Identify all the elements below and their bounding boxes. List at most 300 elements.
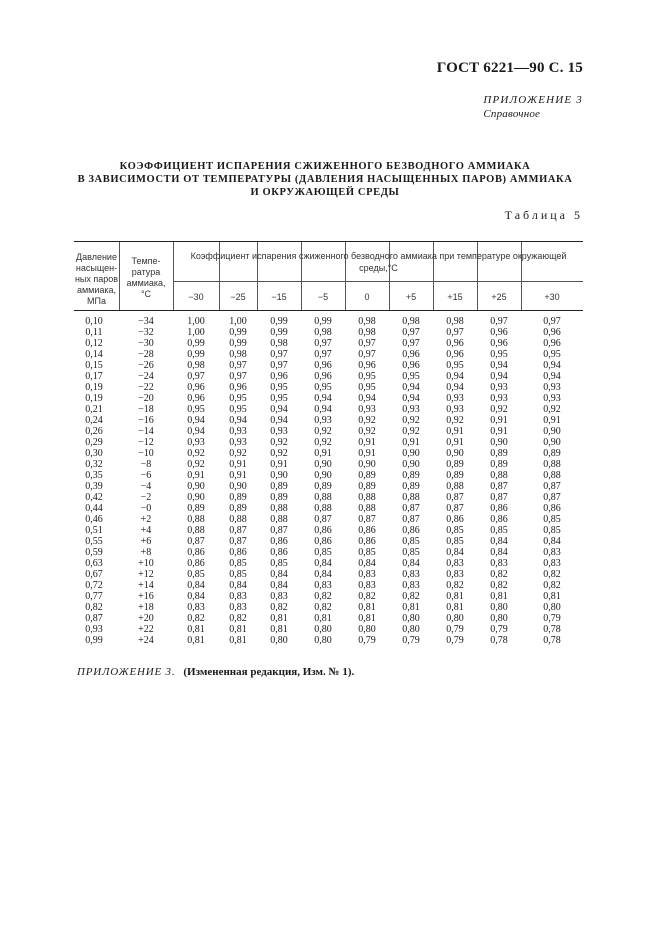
coefficient-cell: 0,98 <box>270 338 288 349</box>
coefficient-cell: 0,87 <box>490 481 508 492</box>
pressure-cell: 0,11 <box>85 327 103 338</box>
coefficient-cell: 0,97 <box>402 327 420 338</box>
table-row <box>74 580 583 591</box>
coefficient-cell: 0,96 <box>402 349 420 360</box>
coefficient-cell: 0,88 <box>490 470 508 481</box>
pressure-cell: 0,44 <box>85 503 103 514</box>
coefficient-group-header: Коэффициент испарения сжиженного безводного аммиака при температуре окружающей среды,°С <box>190 251 567 273</box>
coefficient-cell: 0,98 <box>402 316 420 327</box>
coefficient-cell: 0,85 <box>490 525 508 536</box>
coefficient-cell: 0,86 <box>446 514 464 525</box>
coefficient-cell: 0,83 <box>314 580 332 591</box>
coefficient-cell: 0,80 <box>402 624 420 635</box>
coefficient-cell: 0,78 <box>490 635 508 646</box>
coefficient-cell: 0,97 <box>270 360 288 371</box>
coefficient-cell: 0,89 <box>490 448 508 459</box>
pressure-cell: 0,67 <box>85 569 103 580</box>
coefficient-cell: 0,92 <box>187 448 205 459</box>
pressure-cell: 0,19 <box>85 393 103 404</box>
table-row <box>74 327 583 338</box>
coefficient-cell: 0,85 <box>543 514 561 525</box>
coefficient-cell: 0,87 <box>543 481 561 492</box>
coefficient-cell: 0,94 <box>446 382 464 393</box>
temperature-cell: +22 <box>138 624 154 635</box>
coefficient-cell: 0,94 <box>270 415 288 426</box>
coefficient-cell: 0,88 <box>314 492 332 503</box>
coefficient-cell: 0,86 <box>187 547 205 558</box>
coefficient-cell: 0,81 <box>446 602 464 613</box>
table-row <box>74 547 583 558</box>
coefficient-cell: 0,95 <box>358 382 376 393</box>
coefficient-cell: 0,93 <box>229 437 247 448</box>
coefficient-cell: 0,81 <box>270 624 288 635</box>
temperature-cell: +20 <box>138 613 154 624</box>
temperature-cell: −20 <box>138 393 154 404</box>
coefficient-cell: 0,97 <box>490 316 508 327</box>
coefficient-cell: 0,87 <box>402 514 420 525</box>
temperature-cell: −34 <box>138 316 154 327</box>
table-row <box>74 492 583 503</box>
coefficient-cell: 0,90 <box>229 481 247 492</box>
amendment-note <box>77 666 354 678</box>
coefficient-cell: 1,00 <box>187 316 205 327</box>
env-temp-header: −30 <box>188 292 204 302</box>
coefficient-cell: 0,84 <box>490 536 508 547</box>
coefficient-cell: 0,91 <box>187 470 205 481</box>
coefficient-cell: 0,94 <box>402 393 420 404</box>
temperature-cell: +10 <box>138 558 154 569</box>
coefficient-cell: 0,93 <box>358 404 376 415</box>
env-temp-header: +15 <box>447 292 463 302</box>
table-row <box>74 459 583 470</box>
coefficient-cell: 0,92 <box>490 404 508 415</box>
pressure-cell: 0,19 <box>85 382 103 393</box>
temperature-cell: +18 <box>138 602 154 613</box>
pressure-cell: 0,72 <box>85 580 103 591</box>
coefficient-cell: 0,82 <box>490 569 508 580</box>
coefficient-cell: 0,92 <box>358 415 376 426</box>
coefficient-cell: 0,83 <box>490 558 508 569</box>
coefficient-cell: 0,85 <box>187 569 205 580</box>
coefficient-cell: 0,86 <box>490 514 508 525</box>
coefficient-cell: 0,80 <box>543 602 561 613</box>
coefficient-cell: 0,89 <box>446 459 464 470</box>
coefficient-cell: 0,86 <box>543 503 561 514</box>
coefficient-cell: 0,92 <box>187 459 205 470</box>
coefficient-cell: 0,91 <box>490 415 508 426</box>
pressure-cell: 0,55 <box>85 536 103 547</box>
coefficient-cell: 0,96 <box>446 349 464 360</box>
coefficient-cell: 0,86 <box>270 536 288 547</box>
table-body <box>74 316 583 646</box>
coefficient-cell: 0,81 <box>229 624 247 635</box>
coefficient-cell: 0,90 <box>187 481 205 492</box>
coefficient-cell: 0,94 <box>229 415 247 426</box>
env-temp-header: 0 <box>364 292 370 302</box>
coefficient-cell: 0,86 <box>358 525 376 536</box>
coefficient-cell: 0,78 <box>543 624 561 635</box>
coefficient-cell: 0,84 <box>314 569 332 580</box>
table-row <box>74 426 583 437</box>
pressure-cell: 0,35 <box>85 470 103 481</box>
coefficient-cell: 0,93 <box>270 426 288 437</box>
coefficient-cell: 0,79 <box>402 635 420 646</box>
temperature-cell: +12 <box>138 569 154 580</box>
coefficient-cell: 0,92 <box>270 448 288 459</box>
temperature-cell: −4 <box>140 481 152 492</box>
coefficient-cell: 0,89 <box>358 481 376 492</box>
temperature-cell: −26 <box>138 360 154 371</box>
coefficient-cell: 0,87 <box>187 536 205 547</box>
pressure-cell: 0,77 <box>85 591 103 602</box>
coefficient-cell: 0,81 <box>187 624 205 635</box>
coefficient-cell: 0,99 <box>270 327 288 338</box>
env-temp-header: −15 <box>271 292 287 302</box>
coefficient-cell: 0,90 <box>314 470 332 481</box>
table-row <box>74 514 583 525</box>
coefficient-cell: 0,80 <box>446 613 464 624</box>
temperature-cell: −30 <box>138 338 154 349</box>
coefficient-cell: 0,88 <box>358 492 376 503</box>
coefficient-cell: 0,84 <box>187 591 205 602</box>
appendix-kind: Справочное <box>483 108 541 120</box>
coefficient-cell: 0,88 <box>187 514 205 525</box>
coefficient-cell: 0,90 <box>314 459 332 470</box>
temperature-cell: −14 <box>138 426 154 437</box>
coefficient-cell: 0,98 <box>187 360 205 371</box>
coefficient-cell: 0,80 <box>490 613 508 624</box>
temperature-cell: +4 <box>140 525 152 536</box>
coefficient-cell: 0,88 <box>229 514 247 525</box>
table-row <box>74 338 583 349</box>
table-row <box>74 349 583 360</box>
coefficient-cell: 0,90 <box>187 492 205 503</box>
pressure-cell: 0,82 <box>85 602 103 613</box>
coefficient-cell: 0,86 <box>490 503 508 514</box>
coefficient-cell: 0,84 <box>358 558 376 569</box>
coefficient-cell: 0,93 <box>543 393 561 404</box>
coefficient-cell: 0,93 <box>490 382 508 393</box>
pressure-cell: 0,32 <box>85 459 103 470</box>
coefficient-cell: 0,82 <box>490 580 508 591</box>
coefficient-cell: 0,83 <box>446 569 464 580</box>
coefficient-cell: 0,96 <box>187 393 205 404</box>
coefficient-cell: 0,85 <box>270 558 288 569</box>
temperature-cell: +2 <box>140 514 152 525</box>
coefficient-cell: 0,82 <box>314 602 332 613</box>
coefficient-cell: 1,00 <box>187 327 205 338</box>
coefficient-cell: 0,88 <box>402 492 420 503</box>
pressure-cell: 0,14 <box>85 349 103 360</box>
coefficient-cell: 0,88 <box>543 459 561 470</box>
coefficient-cell: 0,94 <box>358 393 376 404</box>
note-label: ПРИЛОЖЕНИЕ 3. <box>77 666 176 678</box>
temperature-cell: −0 <box>140 503 152 514</box>
coefficient-cell: 0,92 <box>314 426 332 437</box>
coefficient-cell: 0,81 <box>402 602 420 613</box>
coefficient-cell: 0,89 <box>402 481 420 492</box>
pressure-cell: 0,42 <box>85 492 103 503</box>
coefficient-cell: 0,89 <box>187 503 205 514</box>
coefficient-cell: 0,80 <box>314 635 332 646</box>
coefficient-cell: 0,80 <box>314 624 332 635</box>
coefficient-cell: 0,86 <box>314 536 332 547</box>
coefficient-cell: 0,79 <box>490 624 508 635</box>
coefficient-cell: 0,96 <box>187 382 205 393</box>
coefficient-cell: 0,92 <box>402 415 420 426</box>
coefficient-cell: 0,96 <box>270 371 288 382</box>
coefficient-cell: 0,92 <box>543 404 561 415</box>
coefficient-cell: 0,99 <box>229 338 247 349</box>
coefficient-cell: 0,94 <box>314 404 332 415</box>
coefficient-cell: 0,89 <box>270 492 288 503</box>
pressure-column-header: Давление насыщен- ных паров аммиака, МПа <box>74 252 119 306</box>
coefficient-cell: 0,82 <box>446 580 464 591</box>
coefficient-cell: 0,93 <box>446 393 464 404</box>
coefficient-cell: 0,99 <box>314 316 332 327</box>
coefficient-cell: 0,91 <box>314 448 332 459</box>
coefficient-cell: 0,90 <box>270 470 288 481</box>
coefficient-cell: 0,96 <box>446 338 464 349</box>
table-row <box>74 525 583 536</box>
coefficient-cell: 0,81 <box>187 635 205 646</box>
coefficient-cell: 0,88 <box>187 525 205 536</box>
coefficient-cell: 0,91 <box>490 426 508 437</box>
coefficient-cell: 0,88 <box>358 503 376 514</box>
temperature-cell: +24 <box>138 635 154 646</box>
coefficient-cell: 0,96 <box>314 360 332 371</box>
coefficient-cell: 0,83 <box>270 591 288 602</box>
coefficient-cell: 0,91 <box>543 415 561 426</box>
temperature-cell: −12 <box>138 437 154 448</box>
coefficient-cell: 0,97 <box>187 371 205 382</box>
coefficient-cell: 0,82 <box>402 591 420 602</box>
table-row <box>74 624 583 635</box>
coefficient-cell: 0,85 <box>402 536 420 547</box>
coefficient-cell: 0,89 <box>270 481 288 492</box>
coefficient-cell: 0,86 <box>187 558 205 569</box>
coefficient-cell: 0,90 <box>402 448 420 459</box>
coefficient-cell: 0,84 <box>490 547 508 558</box>
coefficient-cell: 0,83 <box>358 580 376 591</box>
coefficient-cell: 0,97 <box>314 338 332 349</box>
coefficient-cell: 0,89 <box>314 481 332 492</box>
table-row <box>74 481 583 492</box>
coefficient-cell: 0,93 <box>314 415 332 426</box>
coefficient-cell: 0,96 <box>402 360 420 371</box>
coefficient-cell: 0,85 <box>229 558 247 569</box>
coefficient-cell: 0,82 <box>543 580 561 591</box>
coefficient-cell: 0,95 <box>358 371 376 382</box>
pressure-cell: 0,15 <box>85 360 103 371</box>
coefficient-cell: 0,82 <box>543 569 561 580</box>
pressure-cell: 0,12 <box>85 338 103 349</box>
coefficient-cell: 0,86 <box>229 547 247 558</box>
pressure-cell: 0,93 <box>85 624 103 635</box>
env-temp-header: −5 <box>317 292 329 302</box>
coefficient-cell: 0,94 <box>490 360 508 371</box>
coefficient-cell: 0,84 <box>270 580 288 591</box>
coefficient-cell: 0,91 <box>270 459 288 470</box>
coefficient-cell: 0,85 <box>543 525 561 536</box>
coefficient-cell: 0,88 <box>270 514 288 525</box>
coefficient-cell: 0,81 <box>490 591 508 602</box>
coefficient-cell: 0,80 <box>270 635 288 646</box>
coefficient-cell: 0,96 <box>543 338 561 349</box>
coefficient-cell: 0,80 <box>490 602 508 613</box>
table-label: Таблица 5 <box>504 208 583 222</box>
coefficient-cell: 0,96 <box>490 338 508 349</box>
coefficient-cell: 0,90 <box>543 426 561 437</box>
coefficient-cell: 0,87 <box>402 503 420 514</box>
coefficient-cell: 0,96 <box>358 360 376 371</box>
title-line-3: И ОКРУЖАЮЩЕЙ СРЕДЫ <box>250 187 400 198</box>
table-row <box>74 591 583 602</box>
pressure-cell: 0,87 <box>85 613 103 624</box>
temperature-cell: −2 <box>140 492 152 503</box>
table-header <box>74 241 583 311</box>
coefficient-cell: 0,83 <box>229 602 247 613</box>
coefficient-cell: 0,89 <box>402 470 420 481</box>
table-row <box>74 558 583 569</box>
temperature-cell: −24 <box>138 371 154 382</box>
appendix-label: ПРИЛОЖЕНИЕ 3 <box>483 94 583 106</box>
coefficient-cell: 0,84 <box>229 580 247 591</box>
coefficient-cell: 0,97 <box>358 349 376 360</box>
pressure-cell: 0,26 <box>85 426 103 437</box>
table-row <box>74 316 583 327</box>
coefficient-cell: 0,85 <box>229 569 247 580</box>
coefficient-cell: 0,82 <box>270 602 288 613</box>
coefficient-cell: 0,89 <box>490 459 508 470</box>
coefficient-cell: 0,94 <box>187 415 205 426</box>
page-title <box>60 160 590 199</box>
coefficient-cell: 0,87 <box>229 536 247 547</box>
coefficient-cell: 0,86 <box>402 525 420 536</box>
temperature-cell: −32 <box>138 327 154 338</box>
coefficient-cell: 0,97 <box>543 316 561 327</box>
coefficient-cell: 0,83 <box>543 547 561 558</box>
coefficient-cell: 0,81 <box>314 613 332 624</box>
pressure-cell: 0,99 <box>85 635 103 646</box>
coefficient-cell: 0,87 <box>229 525 247 536</box>
coefficient-cell: 0,95 <box>402 371 420 382</box>
coefficient-cell: 0,84 <box>543 536 561 547</box>
pressure-cell: 0,46 <box>85 514 103 525</box>
coefficient-cell: 0,98 <box>229 349 247 360</box>
table-row <box>74 613 583 624</box>
coefficient-cell: 0,82 <box>187 613 205 624</box>
coefficient-cell: 0,83 <box>543 558 561 569</box>
table-row <box>74 602 583 613</box>
table-row <box>74 503 583 514</box>
pressure-cell: 0,10 <box>85 316 103 327</box>
pressure-cell: 0,24 <box>85 415 103 426</box>
title-line-2: В ЗАВИСИМОСТИ ОТ ТЕМПЕРАТУРЫ (ДАВЛЕНИЯ НАСЫЩЕННЫХ ПАРОВ) АММИАКА <box>77 174 573 185</box>
coefficient-cell: 0,87 <box>358 514 376 525</box>
coefficient-cell: 0,91 <box>402 437 420 448</box>
coefficient-cell: 0,86 <box>270 547 288 558</box>
coefficient-cell: 0,93 <box>229 426 247 437</box>
coefficient-cell: 0,99 <box>229 327 247 338</box>
coefficient-cell: 0,88 <box>314 503 332 514</box>
document-reference: ГОСТ 6221—90 С. 15 <box>436 60 583 76</box>
coefficient-cell: 0,95 <box>490 349 508 360</box>
coefficient-cell: 0,84 <box>187 580 205 591</box>
coefficient-cell: 0,93 <box>543 382 561 393</box>
coefficient-cell: 0,79 <box>543 613 561 624</box>
note-text: (Измененная редакция, Изм. № 1). <box>183 666 355 678</box>
coefficient-cell: 0,87 <box>490 492 508 503</box>
temperature-cell: +14 <box>138 580 154 591</box>
coefficient-cell: 0,89 <box>229 503 247 514</box>
coefficient-cell: 0,96 <box>543 327 561 338</box>
coefficient-cell: 0,94 <box>446 371 464 382</box>
coefficient-cell: 0,87 <box>314 514 332 525</box>
coefficient-cell: 0,97 <box>358 338 376 349</box>
table-row <box>74 536 583 547</box>
table-row <box>74 371 583 382</box>
table-row <box>74 569 583 580</box>
coefficient-cell: 0,93 <box>402 404 420 415</box>
coefficient-cell: 0,88 <box>270 503 288 514</box>
coefficient-cell: 0,83 <box>187 602 205 613</box>
coefficient-cell: 0,92 <box>358 426 376 437</box>
coefficient-cell: 0,81 <box>446 591 464 602</box>
coefficient-cell: 0,92 <box>402 426 420 437</box>
coefficient-cell: 0,95 <box>229 393 247 404</box>
coefficient-cell: 0,81 <box>358 613 376 624</box>
coefficient-cell: 0,83 <box>229 591 247 602</box>
coefficient-cell: 0,91 <box>229 470 247 481</box>
temperature-cell: −18 <box>138 404 154 415</box>
coefficient-cell: 0,97 <box>229 371 247 382</box>
coefficient-cell: 0,94 <box>543 360 561 371</box>
coefficient-cell: 0,91 <box>229 459 247 470</box>
table-row <box>74 360 583 371</box>
coefficient-cell: 0,79 <box>358 635 376 646</box>
coefficient-cell: 0,86 <box>358 536 376 547</box>
temperature-cell: −8 <box>140 459 152 470</box>
coefficient-cell: 0,87 <box>543 492 561 503</box>
coefficient-cell: 0,94 <box>490 371 508 382</box>
coefficient-cell: 0,83 <box>402 580 420 591</box>
coefficient-cell: 0,80 <box>358 624 376 635</box>
coefficient-cell: 0,92 <box>270 437 288 448</box>
env-temp-header: +25 <box>491 292 507 302</box>
coefficient-cell: 0,85 <box>358 547 376 558</box>
env-temp-header: +5 <box>405 292 417 302</box>
pressure-cell: 0,29 <box>85 437 103 448</box>
pressure-cell: 0,39 <box>85 481 103 492</box>
temperature-cell: −10 <box>138 448 154 459</box>
coefficient-cell: 0,97 <box>270 349 288 360</box>
coefficient-cell: 0,90 <box>402 459 420 470</box>
coefficient-cell: 0,81 <box>543 591 561 602</box>
coefficient-cell: 0,87 <box>270 525 288 536</box>
table-row <box>74 635 583 646</box>
coefficient-cell: 0,89 <box>446 470 464 481</box>
temperature-cell: −28 <box>138 349 154 360</box>
coefficient-cell: 0,98 <box>446 316 464 327</box>
coefficient-cell: 0,89 <box>358 470 376 481</box>
coefficient-cell: 0,92 <box>446 415 464 426</box>
coefficient-cell: 0,90 <box>446 448 464 459</box>
coefficient-cell: 0,91 <box>446 426 464 437</box>
coefficient-cell: 0,89 <box>229 492 247 503</box>
pressure-cell: 0,17 <box>85 371 103 382</box>
coefficient-cell: 0,88 <box>446 481 464 492</box>
